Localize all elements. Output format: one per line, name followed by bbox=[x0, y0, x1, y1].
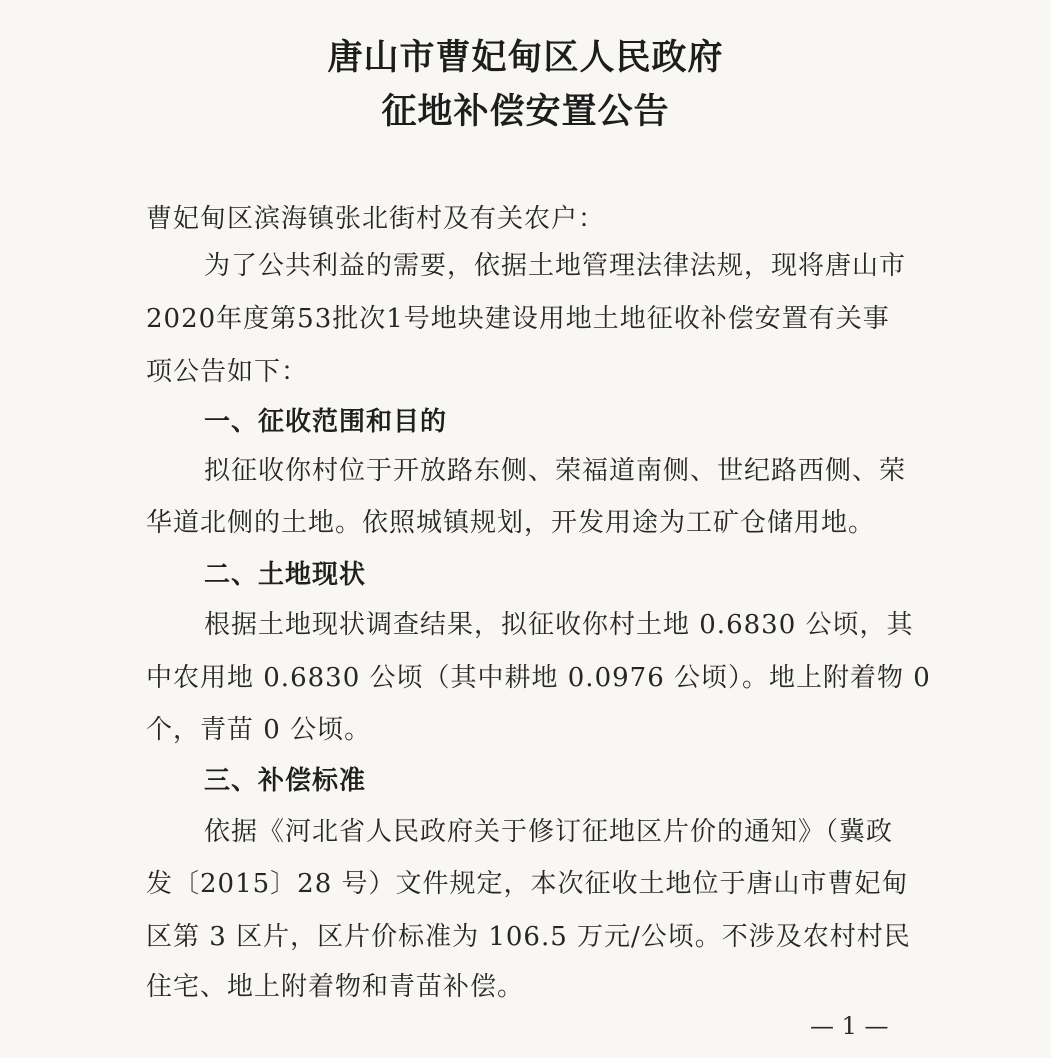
intro-line-3: 项公告如下： bbox=[146, 357, 309, 387]
section2-line-2: 中农用地 0.6830 公顷（其中耕地 0.0976 公顷）。地上附着物 0 bbox=[146, 663, 931, 693]
section2-line-3: 个，青苗 0 公顷。 bbox=[146, 715, 372, 745]
intro-line-1: 为了公共利益的需要，依据土地管理法律法规，现将唐山市 bbox=[204, 251, 907, 281]
document-title-line1: 唐山市曹妃甸区人民政府 bbox=[327, 37, 724, 78]
section3-heading: 三、补偿标准 bbox=[204, 766, 367, 796]
section1-line-1: 拟征收你村位于开放路东侧、荣福道南侧、世纪路西侧、荣 bbox=[204, 456, 907, 486]
section2-heading: 二、土地现状 bbox=[204, 560, 367, 590]
section1-line-2: 华道北侧的土地。依照城镇规划，开发用途为工矿仓储用地。 bbox=[146, 508, 876, 538]
section1-heading: 一、征收范围和目的 bbox=[204, 407, 448, 437]
page-number: — 1 — bbox=[810, 1012, 889, 1040]
section3-line-2: 发〔2015〕28 号）文件规定，本次征收土地位于唐山市曹妃甸 bbox=[146, 869, 909, 899]
section3-line-1: 依据《河北省人民政府关于修订征地区片价的通知》（冀政 bbox=[204, 817, 894, 847]
section3-line-4: 住宅、地上附着物和青苗补偿。 bbox=[146, 972, 525, 1002]
intro-line-2: 2020年度第53批次1号地块建设用地土地征收补偿安置有关事 bbox=[146, 304, 890, 334]
salutation: 曹妃甸区滨海镇张北街村及有关农户： bbox=[146, 204, 606, 234]
document-title-line2: 征地补偿安置公告 bbox=[381, 91, 670, 132]
section3-line-3: 区第 3 区片，区片价标准为 106.5 万元/公顷。不涉及农村村民 bbox=[146, 922, 911, 952]
section2-line-1: 根据土地现状调查结果，拟征收你村土地 0.6830 公顷，其 bbox=[204, 610, 914, 640]
